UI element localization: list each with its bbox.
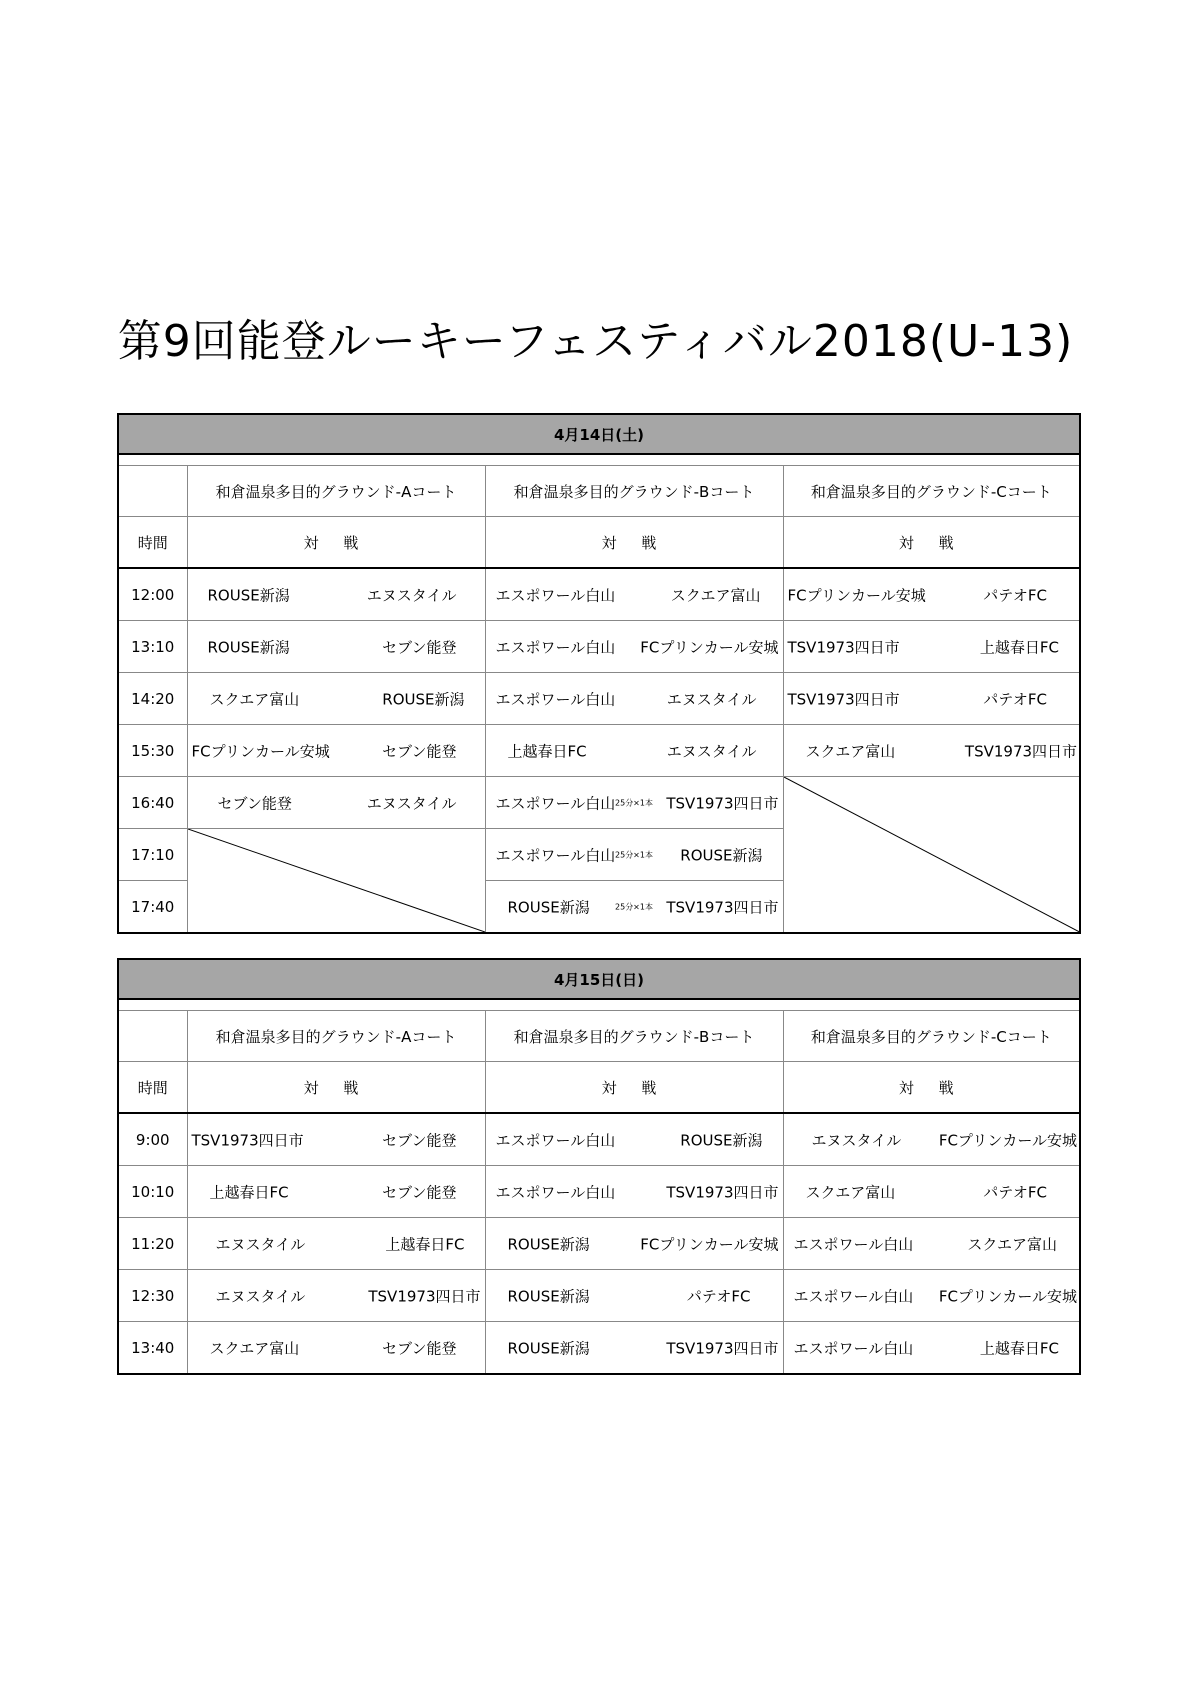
table-row [118, 673, 1080, 725]
away-team: 上越春日FC [979, 638, 1060, 656]
time-cell: 14:20 [118, 673, 187, 725]
diagonal-line [784, 777, 1080, 932]
match-cell [187, 1270, 485, 1322]
home-team: 上越春日FC [209, 1183, 289, 1201]
home-team: ROUSE新潟 [507, 1339, 590, 1357]
home-team: ROUSE新潟 [507, 1287, 590, 1305]
home-team: ROUSE新潟 [207, 586, 290, 604]
time-cell: 16:40 [118, 777, 187, 829]
empty-slot-c [783, 777, 1080, 934]
home-team: エスポワール白山 [793, 1287, 914, 1305]
home-team: エスポワール白山 [793, 1339, 914, 1357]
home-team: エスポワール白山 [495, 690, 616, 708]
away-team: FCプリンカール安城 [938, 1131, 1078, 1149]
home-team: TSV1973四日市 [191, 1131, 304, 1149]
court-a-header: 和倉温泉多目的グラウンド-Aコート [187, 466, 485, 517]
home-team: エスポワール白山 [495, 638, 616, 656]
match-cell [783, 1322, 1080, 1375]
schedule-table-day-2 [117, 958, 1081, 1375]
match-cell [485, 881, 783, 934]
away-team: 上越春日FC [979, 1339, 1060, 1357]
away-team: パテオFC [686, 1287, 751, 1305]
time-header: 時間 [118, 1062, 187, 1114]
away-team: ROUSE新潟 [680, 846, 763, 864]
home-team: エスポワール白山 [793, 1235, 914, 1253]
table-row [118, 1166, 1080, 1218]
court-c-header: 和倉温泉多目的グラウンド-Cコート [783, 466, 1080, 517]
time-cell: 9:00 [118, 1113, 187, 1166]
table-row [118, 725, 1080, 777]
home-team: エスポワール白山 [495, 1131, 616, 1149]
time-cell: 13:10 [118, 621, 187, 673]
match-header: 対 戦 [187, 517, 485, 569]
match-cell [783, 725, 1080, 777]
home-team: 上越春日FC [507, 742, 587, 760]
away-team: ROUSE新潟 [382, 690, 465, 708]
match-cell [485, 1270, 783, 1322]
away-team: セブン能登 [382, 1183, 457, 1201]
home-team: スクエア富山 [209, 1339, 300, 1357]
match-cell [485, 777, 783, 829]
away-team: FCプリンカール安城 [640, 1235, 779, 1253]
home-team: TSV1973四日市 [787, 690, 900, 708]
time-cell: 12:00 [118, 568, 187, 621]
away-team: TSV1973四日市 [666, 898, 779, 916]
match-cell [485, 673, 783, 725]
match-header: 対 戦 [187, 1062, 485, 1114]
match-header: 対 戦 [485, 517, 783, 569]
away-team: セブン能登 [382, 742, 457, 760]
match-cell [187, 1322, 485, 1375]
away-team: パテオFC [983, 690, 1048, 708]
match-cell [485, 1113, 783, 1166]
match-cell [485, 1322, 783, 1375]
page-title: 第9回能登ルーキーフェスティバル2018(U-13) [117, 316, 1074, 367]
home-team: エスポワール白山 [495, 586, 616, 604]
home-team: FCプリンカール安城 [191, 742, 330, 760]
match-cell [187, 1218, 485, 1270]
home-team: TSV1973四日市 [787, 638, 900, 656]
table-row [118, 1218, 1080, 1270]
home-team: エスポワール白山 [495, 794, 616, 812]
match-cell [485, 1218, 783, 1270]
away-team: FCプリンカール安城 [938, 1287, 1078, 1305]
table-row [118, 621, 1080, 673]
away-team: セブン能登 [382, 638, 457, 656]
away-team: FCプリンカール安城 [640, 638, 779, 656]
match-cell [485, 829, 783, 881]
match-cell [187, 777, 485, 829]
home-team: スクエア富山 [209, 690, 300, 708]
match-cell [187, 1166, 485, 1218]
away-team: TSV1973四日市 [666, 794, 779, 812]
away-team: スクエア富山 [967, 1235, 1058, 1253]
diagonal-line [188, 829, 485, 932]
time-cell: 17:10 [118, 829, 187, 881]
away-team: 上越春日FC [385, 1235, 465, 1253]
away-team: TSV1973四日市 [368, 1287, 481, 1305]
home-team: セブン能登 [217, 794, 292, 812]
away-team: パテオFC [983, 586, 1048, 604]
home-team: エスポワール白山 [495, 1183, 616, 1201]
match-header: 対 戦 [485, 1062, 783, 1114]
home-team: エヌスタイル [811, 1131, 902, 1149]
match-cell [783, 1113, 1080, 1166]
match-duration-note: 25分×1本 [615, 850, 653, 859]
match-cell [187, 1113, 485, 1166]
date-band: 4月14日(土) [118, 414, 1080, 454]
time-cell: 17:40 [118, 881, 187, 934]
home-team: ROUSE新潟 [507, 898, 590, 916]
away-team: エヌスタイル [366, 794, 457, 812]
time-cell: 15:30 [118, 725, 187, 777]
match-duration-note: 25分×1本 [615, 798, 653, 807]
away-team: TSV1973四日市 [666, 1183, 779, 1201]
match-header: 対 戦 [783, 1062, 1080, 1114]
match-cell [187, 568, 485, 621]
home-team: エヌスタイル [215, 1287, 306, 1305]
away-team: エヌスタイル [366, 586, 457, 604]
court-b-header: 和倉温泉多目的グラウンド-Bコート [485, 1011, 783, 1062]
away-team: TSV1973四日市 [666, 1339, 779, 1357]
match-cell [485, 568, 783, 621]
time-cell: 10:10 [118, 1166, 187, 1218]
schedule-day-1 [117, 413, 1079, 934]
away-team: エヌスタイル [666, 742, 757, 760]
home-team: ROUSE新潟 [507, 1235, 590, 1253]
away-team: パテオFC [983, 1183, 1048, 1201]
home-team: FCプリンカール安城 [787, 586, 926, 604]
match-cell [783, 673, 1080, 725]
match-cell [783, 621, 1080, 673]
schedule-day-2 [117, 958, 1079, 1375]
court-b-header: 和倉温泉多目的グラウンド-Bコート [485, 466, 783, 517]
table-row [118, 1322, 1080, 1375]
match-cell [187, 673, 485, 725]
time-cell: 13:40 [118, 1322, 187, 1375]
away-team: TSV1973四日市 [964, 742, 1078, 760]
match-cell [485, 621, 783, 673]
away-team: スクエア富山 [670, 586, 761, 604]
table-row [118, 1113, 1080, 1166]
match-cell [783, 1270, 1080, 1322]
away-team: セブン能登 [382, 1131, 457, 1149]
date-band: 4月15日(日) [118, 959, 1080, 999]
match-cell [485, 1166, 783, 1218]
court-c-header: 和倉温泉多目的グラウンド-Cコート [783, 1011, 1080, 1062]
away-team: セブン能登 [382, 1339, 457, 1357]
match-header: 対 戦 [783, 517, 1080, 569]
home-team: エスポワール白山 [495, 846, 616, 864]
match-cell [485, 725, 783, 777]
home-team: エヌスタイル [215, 1235, 306, 1253]
time-cell: 11:20 [118, 1218, 187, 1270]
table-row [118, 1270, 1080, 1322]
match-duration-note: 25分×1本 [615, 902, 653, 911]
home-team: スクエア富山 [805, 742, 896, 760]
match-cell [783, 1166, 1080, 1218]
match-cell [783, 568, 1080, 621]
away-team: エヌスタイル [666, 690, 757, 708]
home-team: ROUSE新潟 [207, 638, 290, 656]
home-team: スクエア富山 [805, 1183, 896, 1201]
match-cell [783, 1218, 1080, 1270]
time-cell: 12:30 [118, 1270, 187, 1322]
match-cell [187, 621, 485, 673]
empty-slot-a [187, 829, 485, 934]
court-a-header: 和倉温泉多目的グラウンド-Aコート [187, 1011, 485, 1062]
table-row [118, 777, 1080, 829]
match-cell [187, 725, 485, 777]
table-row [118, 568, 1080, 621]
schedule-table-day-1 [117, 413, 1081, 934]
time-header: 時間 [118, 517, 187, 569]
away-team: ROUSE新潟 [680, 1131, 763, 1149]
